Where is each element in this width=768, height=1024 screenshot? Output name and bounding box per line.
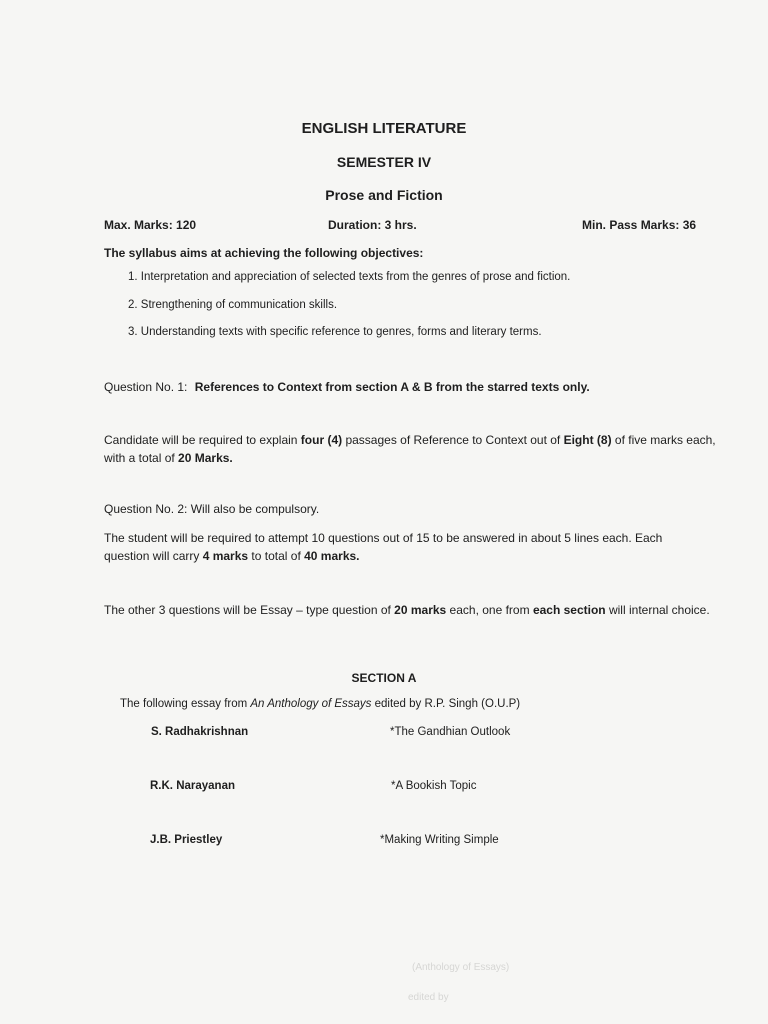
q1-detail-bold: four (4) xyxy=(300,433,343,447)
question-1-text: References to Context from section A & B from the starred texts only. xyxy=(194,380,590,394)
page-title: ENGLISH LITERATURE xyxy=(301,120,467,137)
q3-text: The other 3 questions will be Essay – type question of xyxy=(104,603,395,617)
q2-detail-text: The student will be required to attempt 10 questions out of 15 to be answered in about 5 lines each. Each question will carry xyxy=(104,531,663,563)
objectives-heading: The syllabus aims at achieving the following objectives: xyxy=(104,246,424,260)
author-name: R.K. Narayanan xyxy=(150,780,236,792)
author-name: J.B. Priestley xyxy=(150,834,223,846)
essay-title: *The Gandhian Outlook xyxy=(390,726,511,738)
q1-detail-text: passages of Reference to Context out of xyxy=(342,433,564,447)
author-name: S. Radhakrishnan xyxy=(151,726,249,738)
q2-detail-bold: 4 marks xyxy=(202,549,249,563)
q1-detail-text: Candidate will be required to explain xyxy=(104,433,301,447)
q1-detail-text: of five marks each, with a total of xyxy=(104,433,716,465)
essay-title: *A Bookish Topic xyxy=(391,780,477,792)
objective-item: 1. Interpretation and appreciation of selected texts from the genres of prose and fiction. xyxy=(128,271,571,283)
bleed-through-text: (Anthology of Essays) xyxy=(412,962,510,973)
semester-heading: SEMESTER IV xyxy=(336,154,432,170)
section-a-heading: SECTION A xyxy=(351,671,417,685)
q1-detail-bold: Eight (8) xyxy=(563,433,612,447)
question-1-label: Question No. 1: xyxy=(104,380,188,394)
min-pass-marks: Min. Pass Marks: 36 xyxy=(582,218,697,232)
objective-item: 2. Strengthening of communication skills. xyxy=(128,299,338,311)
course-subtitle: Prose and Fiction xyxy=(325,187,443,203)
question-3 xyxy=(104,601,720,619)
objective-item: 3. Understanding texts with specific reference to genres, forms and literary terms. xyxy=(128,326,542,338)
intro-text: edited by R.P. Singh (O.U.P) xyxy=(371,698,521,710)
q3-text: each, one from xyxy=(446,603,533,617)
duration: Duration: 3 hrs. xyxy=(328,218,417,232)
q2-detail-bold: 40 marks. xyxy=(304,549,360,563)
section-a-intro xyxy=(120,698,520,710)
bleed-through-text: edited by xyxy=(408,992,449,1003)
question-1 xyxy=(104,380,590,394)
intro-text: The following essay from xyxy=(120,698,251,710)
q3-bold: each section xyxy=(532,603,606,617)
q3-bold: 20 marks xyxy=(394,603,447,617)
max-marks: Max. Marks: 120 xyxy=(104,218,197,232)
q3-text: will internal choice. xyxy=(605,603,710,617)
question-2: Question No. 2: Will also be compulsory. xyxy=(104,502,320,516)
q1-detail-bold: 20 Marks. xyxy=(178,451,233,465)
q2-detail-text: to total of xyxy=(248,549,305,563)
essay-title: *Making Writing Simple xyxy=(380,834,499,846)
question-1-detail xyxy=(104,431,724,467)
anthology-title: An Anthology of Essays xyxy=(250,698,372,710)
question-2-detail xyxy=(104,529,700,565)
